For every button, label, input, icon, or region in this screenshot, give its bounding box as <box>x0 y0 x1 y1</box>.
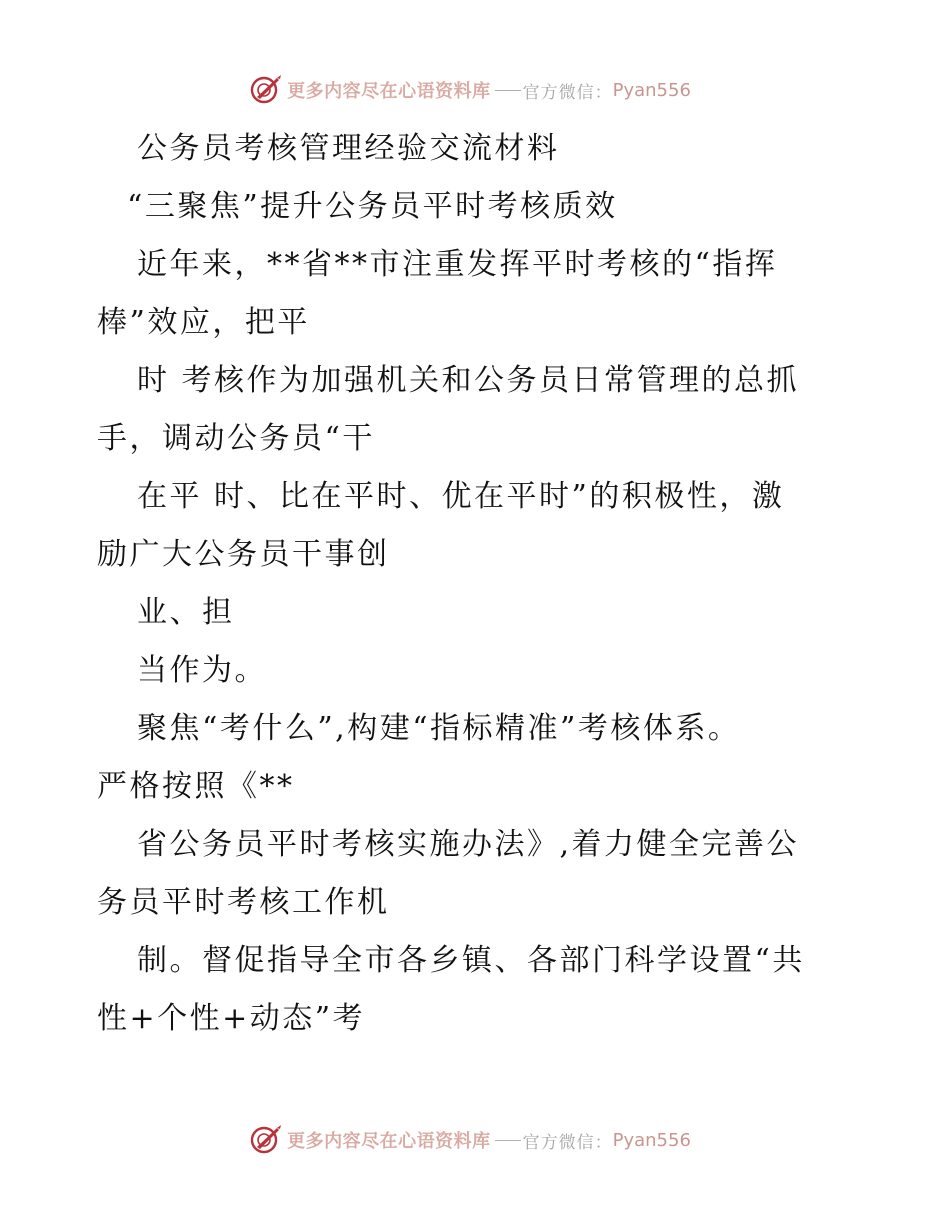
quill-logo-icon <box>249 1123 283 1157</box>
document-subtitle: “三聚焦”提升公务员平时考核质效 <box>127 189 618 224</box>
banner-sub-text: 官方微信： <box>522 82 613 103</box>
text-line: 业、担 <box>137 595 235 630</box>
banner-dash <box>495 90 521 91</box>
banner-dash <box>495 1140 521 1141</box>
banner-main-text: 更多内容尽在心语资料库 <box>287 1131 491 1152</box>
header-banner <box>0 70 950 110</box>
text-line: 手，调动公务员“干 <box>97 421 375 456</box>
text-line: 在平 时、比在平时、优在平时”的积极性，激 <box>137 479 785 514</box>
banner-wechat-id: Pyan556 <box>612 79 691 101</box>
section-heading-line: 聚焦“考什么”,构建“指标精准”考核体系。 <box>137 711 741 746</box>
text-line: 近年来，**省**市注重发挥平时考核的“指挥 <box>137 247 778 282</box>
footer-banner <box>0 1120 950 1160</box>
text-line: 励广大公务员干事创 <box>97 537 390 572</box>
text-line: 务员平时考核工作机 <box>97 885 390 920</box>
text-line: 制。督促指导全市各乡镇、各部门科学设置“共 <box>137 943 805 978</box>
quill-logo-icon <box>249 73 283 107</box>
banner-main-text: 更多内容尽在心语资料库 <box>287 81 491 102</box>
text-line: 时 考核作为加强机关和公务员日常管理的总抓 <box>137 363 800 398</box>
text-line: 严格按照《** <box>97 769 295 804</box>
document-body <box>97 120 857 1048</box>
text-line: 省公务员平时考核实施办法》,着力健全完善公 <box>137 827 800 862</box>
document-title: 公务员考核管理经验交流材料 <box>137 131 560 166</box>
banner-sub-text: 官方微信： <box>522 1132 613 1153</box>
banner-wechat-id: Pyan556 <box>612 1129 691 1151</box>
text-line: 棒”效应，把平 <box>97 305 310 340</box>
text-line: 当作为。 <box>137 653 267 688</box>
text-line: 性+个性+动态”考 <box>97 1001 366 1036</box>
